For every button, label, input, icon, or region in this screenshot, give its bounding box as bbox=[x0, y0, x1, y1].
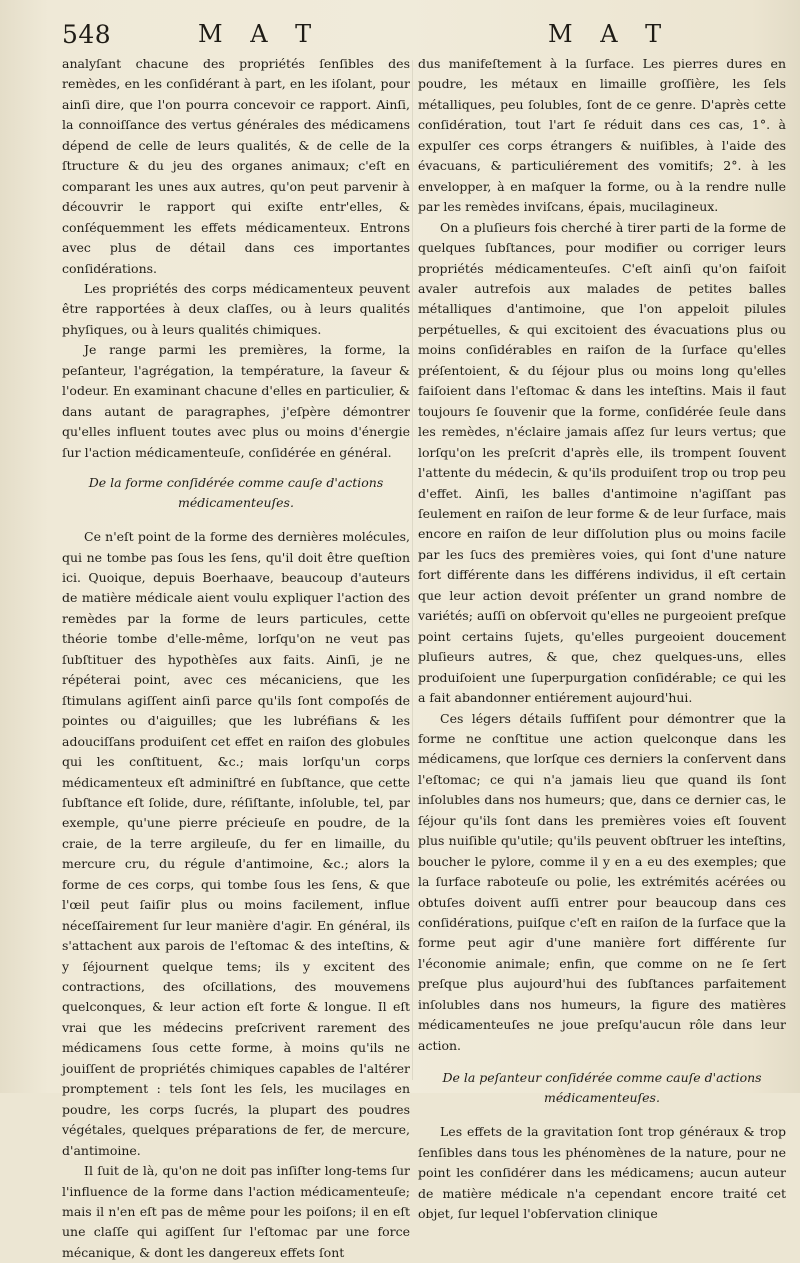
paragraph: analyſant chacune des propriétés ſenſibles des remèdes, en les conſidérant à part, en les iſolant, pour ainſi dire, que l'on pourra concevoir ce rapport. Ainſi, la connoiſſance des vertus générales des médicamens dépend de celle de leurs qualités, & de celle de la ſtructure & du jeu des organes animaux; c'eſt en comparant les unes aux autres, qu'on peut parvenir à découvrir le rapport qui exiſte entr'elles, & conſéquemment les effets médicamenteux. Entrons avec plus de détail dans ces importantes conſidérations. bbox=[62, 56, 410, 276]
paragraph: Il ſuit de là, qu'on ne doit pas inſiſter long-tems ſur l'influence de la forme dans l'action médicamenteuſe; mais il n'en eſt pas de même pour les poiſons; il en eſt une claſſe qui agiſſent ſur l'eſtomac par une force mécanique, & dont les dangereux effets ſont bbox=[62, 1163, 410, 1260]
paragraph: dus manifeſtement à la ſurface. Les pierres dures en poudre, les métaux en limaille groſſière, les ſels métalliques, peu ſolubles, ſont de ce genre. D'après cette conſidération, tout l'art ſe réduit dans ces cas, 1°. à expulſer ces corps étrangers & nuiſibles, à l'aide des évacuans, & particuliérement des vomitifs; 2°. à les envelopper, à en maſquer la forme, ou à la rendre nulle par les remèdes inviſcans, épais, mucilagineux. bbox=[418, 56, 786, 215]
running-head bbox=[58, 18, 778, 52]
page-number: 548 bbox=[62, 20, 112, 49]
paragraph: Je range parmi les premières, la forme, la peſanteur, l'agrégation, la température, la ſaveur & l'odeur. En examinant chacune d'elles en particulier, & dans autant de paragraphes, j'eſpère démontrer qu'elles influent toutes avec plus ou moins d'énergie ſur l'action médicamenteuſe, conſidérée en général. bbox=[62, 342, 410, 460]
paragraph: Les propriétés des corps médicamenteux peuvent être rapportées à deux claſſes, ou à leurs qualités phyſiques, ou à leurs qualités chimiques. bbox=[62, 280, 410, 337]
right-running-title: M A T bbox=[548, 20, 672, 48]
paragraph: On a pluſieurs fois cherché à tirer parti de la forme de quelques ſubſtances, pour modifier ou corriger leurs propriétés médicamenteuſes. C'eſt ainſi qu'on faiſoit avaler autrefois aux malades de petites balles métalliques d'antimoine, que l'on appeloit pilules perpétuelles, & qui excitoient des évacuations plus ou moins conſidérables en raiſon de la ſurface qu'elles préſentoient, & du ſéjour plus ou moins long qu'elles faiſoient dans l'eſtomac & dans les inteſtins. Mais il faut toujours ſe ſouvenir que la forme, conſidérée ſeule dans les remèdes, n'éclaire jamais aſſez ſur leurs vertus; que lorſqu'on les preſcrit d'après elle, ils trompent ſouvent l'attente du médecin, & qu'ils produiſent trop ou trop peu d'effet. Ainſi, les balles d'antimoine n'agiſſant pas ſeulement en raiſon de leur forme & de leur ſurface, mais encore en raiſon de leur diſſolution plus ou moins facile par les ſucs des premières voies, qui ſont d'une nature fort différente dans les différens individus, il eſt certain que leur action devoit préſenter un grand nombre de variétés; auſſi on obſervoit qu'elles ne purgeoient preſque point certains ſujets, qu'elles purgeoient doucement pluſieurs autres, & que, chez quelques-uns, elles produiſoient une ſuperpurgation conſidérable; ce qui les a fait abandonner entiérement aujourd'hui. bbox=[418, 219, 786, 706]
right-column bbox=[418, 54, 786, 1222]
paragraph: Ces légers détails ſuffiſent pour démontrer que la forme ne conſtitue une action quelconque dans les médicamens, que lorſque ces derniers la conſervent dans l'eſtomac; ce qui n'a jamais lieu que quand ils ſont inſolubles dans nos humeurs; que, dans ce dernier cas, le ſéjour qu'ils ſont dans les premières voies eſt ſouvent plus nuiſible qu'utile; qu'ils peuvent obſtruer les inteſtins, boucher le pylore, comme il y en a eu des exemples; que la ſurface raboteuſe ou polie, les extrémités acérées ou obtuſes doivent auſſi entrer pour beaucoup dans ces conſidérations, puiſque c'eſt en raiſon de la ſurface que la forme peut agir d'une manière fort différente ſur l'économie animale; enfin, que comme on ne ſe ſert preſque plus aujourd'hui des ſubſtances parfaitement inſolubles dans nos humeurs, la figure des matières médicamenteuſes ne joue preſqu'aucun rôle dans leur action. bbox=[418, 710, 786, 1053]
left-column bbox=[62, 54, 410, 1260]
section-heading: De la peſanteur conſidérée comme cauſe d'actions médicamenteuſes. bbox=[442, 1070, 762, 1106]
left-running-title: M A T bbox=[198, 20, 322, 48]
paragraph: Les effets de la gravitation ſont trop généraux & trop ſenſibles dans tous les phénomènes de la nature, pour ne point les conſidérer dans les médicamens; aucun auteur de matière médicale n'a cependant encore traité cet objet, ſur lequel l'obſervation clinique bbox=[418, 1124, 786, 1222]
column-gutter bbox=[412, 60, 413, 1080]
paragraph: Ce n'eſt point de la forme des dernières molécules, qui ne tombe pas ſous les ſens, qu'il doit être queſtion ici. Quoique, depuis Boerhaave, beaucoup d'auteurs de matière médicale aient voulu expliquer l'action des remèdes par la forme de leurs particules, cette théorie tombe d'elle-même, lorſqu'on ne veut pas ſubſtituer des hypothèſes aux faits. Ainſi, je ne répéterai point, avec ces mécaniciens, que les ſtimulans agiſſent ainſi parce qu'ils ſont compoſés de pointes ou d'aiguilles; que les lubréfians & les adouciſſans produiſent cet effet en raiſon des globules qui les conſtituent, &c.; mais lorſqu'un corps médicamenteux eſt adminiſtré en ſubſtance, que cette ſubſtance eſt ſolide, dure, réſiſtante, inſoluble, tel, par exemple, qu'une pierre précieuſe en poudre, de la craie, de la terre argileuſe, du fer en limaille, du mercure cru, du régule d'antimoine, &c.; alors la forme de ces corps, qui tombe ſous les ſens, & que l'œil peut ſaiſir plus ou moins facilement, influe néceſſairement ſur leur manière d'agir. En général, ils s'attachent aux parois de l'eſtomac & des inteſtins, & y ſéjournent quelque tems; ils y excitent des contractions, des oſcillations, des mouvemens quelconques, & leur action eſt forte & longue. Il eſt vrai que les médecins preſcrivent rarement des médicamens ſous cette forme, à moins qu'ils ne jouiſſent de propriétés chimiques capables de l'altérer promptement : tels ſont les ſels, les mucilages en poudre, les corps ſucrés, la plupart des poudres végétales, quelques préparations de fer, de mercure, d'antimoine. bbox=[62, 529, 410, 1158]
section-heading: De la forme conſidérée comme cauſe d'actions médicamenteuſes. bbox=[88, 475, 384, 511]
